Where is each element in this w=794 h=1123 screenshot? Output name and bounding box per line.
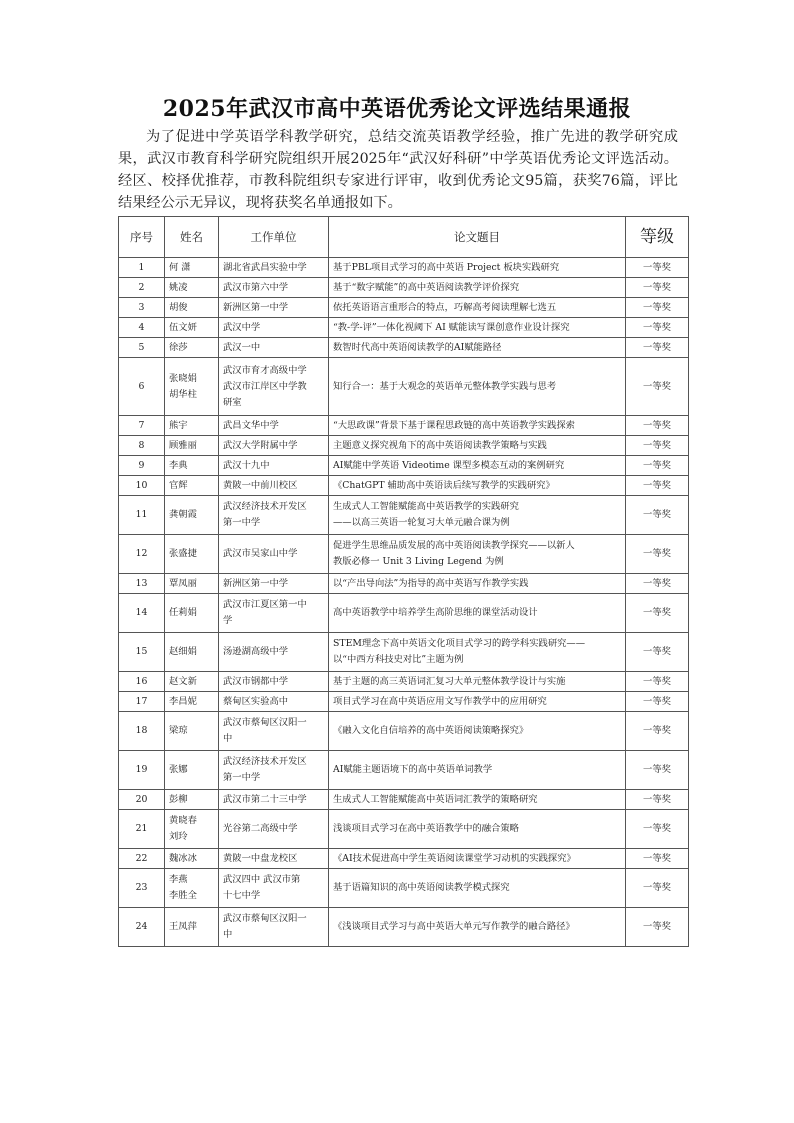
title-line: 教版必修一 Unit 3 Living Legend 为例 — [333, 556, 504, 567]
name-line: 任莉娟 — [169, 607, 197, 618]
title-line: 以“中西方科技史对比”主题为例 — [333, 654, 464, 665]
name-line: 魏冰冰 — [169, 852, 197, 864]
cell-no: 10 — [119, 476, 165, 496]
cell-grade: 一等奖 — [626, 672, 689, 692]
unit-line: 武汉十九中 — [223, 459, 270, 471]
title-line: 基于PBL项目式学习的高中英语 Project 板块实践研究 — [333, 261, 560, 273]
cell-grade: 一等奖 — [626, 338, 689, 358]
name-line: 王凤萍 — [169, 921, 197, 932]
cell-unit — [219, 574, 329, 594]
cell-no: 18 — [119, 712, 165, 751]
header-name: 姓名 — [165, 217, 219, 258]
table-row — [119, 672, 689, 692]
unit-line: 武汉市江岸区中学教 — [223, 380, 307, 392]
cell-unit — [219, 692, 329, 712]
name-line: 何 潇 — [169, 261, 191, 273]
cell-grade: 一等奖 — [626, 318, 689, 338]
cell-grade: 一等奖 — [626, 476, 689, 496]
cell-no: 24 — [119, 908, 165, 947]
cell-grade: 一等奖 — [626, 790, 689, 810]
unit-line: 中 — [223, 929, 233, 940]
cell-no: 9 — [119, 456, 165, 476]
table-row — [119, 535, 689, 574]
title-line: 基于主题的高三英语词汇复习大单元整体教学设计与实施 — [333, 675, 566, 687]
title-line: 《ChatGPT 辅助高中英语读后续写教学的实践研究》 — [333, 479, 555, 491]
name-line: 伍文妍 — [169, 321, 197, 333]
cell-grade: 一等奖 — [626, 456, 689, 476]
table-row — [119, 416, 689, 436]
name-line: 张娜 — [169, 764, 188, 775]
cell-no: 5 — [119, 338, 165, 358]
unit-line: 武汉一中 — [223, 341, 261, 353]
name-line: 李胜全 — [169, 890, 197, 901]
cell-name — [165, 416, 219, 436]
unit-line: 武汉四中 武汉市第 — [223, 874, 301, 885]
cell-title — [329, 692, 626, 712]
unit-line: 第一中学 — [223, 517, 261, 528]
name-line: 顾雅丽 — [169, 439, 197, 451]
unit-line: 武汉经济技术开发区 — [223, 756, 307, 767]
table-row — [119, 318, 689, 338]
cell-unit — [219, 318, 329, 338]
title-line: 依托英语语言重形合的特点，巧解高考阅读理解七选五 — [333, 301, 557, 313]
unit-line: 武汉市第六中学 — [223, 281, 289, 293]
unit-line: 蔡甸区实验高中 — [223, 695, 289, 707]
title-line: 高中英语教学中培养学生高阶思维的课堂活动设计 — [333, 607, 538, 618]
table-row — [119, 258, 689, 278]
table-row — [119, 338, 689, 358]
cell-name — [165, 476, 219, 496]
cell-grade: 一等奖 — [626, 278, 689, 298]
title-line: 以“产出导向法”为指导的高中英语写作教学实践 — [333, 577, 529, 589]
cell-title — [329, 318, 626, 338]
cell-title — [329, 496, 626, 535]
cell-unit — [219, 476, 329, 496]
name-line: 官辉 — [169, 479, 188, 491]
cell-unit — [219, 456, 329, 476]
cell-grade: 一等奖 — [626, 574, 689, 594]
cell-unit — [219, 594, 329, 633]
header-unit: 工作单位 — [219, 217, 329, 258]
title-line: 基于语篇知识的高中英语阅读教学模式探究 — [333, 882, 510, 893]
cell-unit — [219, 869, 329, 908]
title-line: 浅谈项目式学习在高中英语教学中的融合策略 — [333, 823, 519, 834]
cell-title — [329, 436, 626, 456]
unit-line: 武汉市育才高级中学 — [223, 364, 307, 376]
cell-unit — [219, 908, 329, 947]
unit-line: 研室 — [223, 396, 242, 408]
cell-no: 6 — [119, 358, 165, 416]
unit-line: 武汉市钢都中学 — [223, 675, 289, 687]
name-line: 梁琼 — [169, 725, 188, 736]
cell-unit — [219, 258, 329, 278]
name-line: 张晓娟 — [169, 372, 197, 384]
title-line: 基于“数字赋能”的高中英语阅读教学评价探究 — [333, 281, 520, 293]
cell-title — [329, 751, 626, 790]
cell-title — [329, 869, 626, 908]
name-line: 赵文新 — [169, 675, 197, 687]
unit-line: 武汉市江夏区第一中 — [223, 599, 307, 610]
cell-grade: 一等奖 — [626, 258, 689, 278]
cell-grade: 一等奖 — [626, 810, 689, 849]
name-line: 姚凌 — [169, 281, 188, 293]
cell-title — [329, 338, 626, 358]
name-line: 覃凤丽 — [169, 577, 197, 589]
unit-line: 武汉市第二十三中学 — [223, 793, 307, 805]
table-row — [119, 790, 689, 810]
cell-grade: 一等奖 — [626, 692, 689, 712]
cell-name — [165, 358, 219, 416]
table-header-row — [119, 217, 689, 258]
table-row — [119, 574, 689, 594]
title-line: AI赋能中学英语 Videotime 课型多模态互动的案例研究 — [333, 459, 565, 471]
header-grade: 等级 — [626, 217, 689, 258]
cell-name — [165, 456, 219, 476]
cell-title — [329, 416, 626, 436]
unit-line: 武汉市蔡甸区汉阳一 — [223, 913, 307, 924]
cell-unit — [219, 712, 329, 751]
header-title: 论文题目 — [329, 217, 626, 258]
cell-unit — [219, 535, 329, 574]
name-line: 龚朝霞 — [169, 509, 197, 520]
cell-grade: 一等奖 — [626, 594, 689, 633]
cell-grade: 一等奖 — [626, 416, 689, 436]
unit-line: 黄陂一中盘龙校区 — [223, 852, 298, 864]
cell-title — [329, 535, 626, 574]
cell-no: 2 — [119, 278, 165, 298]
title-line: AI赋能主题语境下的高中英语单词教学 — [333, 764, 493, 775]
title-line: 生成式人工智能赋能高中英语教学的实践研究 — [333, 501, 519, 512]
cell-unit — [219, 633, 329, 672]
name-line: 张盛捷 — [169, 548, 197, 559]
header-no: 序号 — [119, 217, 165, 258]
cell-title — [329, 790, 626, 810]
cell-name — [165, 278, 219, 298]
cell-grade: 一等奖 — [626, 633, 689, 672]
title-line: 《融入文化自信培养的高中英语阅读策略探究》 — [333, 725, 529, 736]
cell-no: 8 — [119, 436, 165, 456]
table-row — [119, 476, 689, 496]
cell-title — [329, 672, 626, 692]
unit-line: 黄陂一中前川校区 — [223, 479, 298, 491]
cell-no: 12 — [119, 535, 165, 574]
cell-no: 17 — [119, 692, 165, 712]
cell-no: 16 — [119, 672, 165, 692]
cell-grade: 一等奖 — [626, 751, 689, 790]
cell-name — [165, 908, 219, 947]
cell-name — [165, 594, 219, 633]
cell-grade: 一等奖 — [626, 496, 689, 535]
cell-title — [329, 258, 626, 278]
cell-title — [329, 908, 626, 947]
title-line: 促进学生思维品质发展的高中英语阅读教学探究——以新人 — [333, 540, 575, 551]
table-row — [119, 456, 689, 476]
table-row — [119, 633, 689, 672]
title-line: 《浅谈项目式学习与高中英语大单元写作教学的融合路径》 — [333, 921, 575, 932]
name-line: 徐莎 — [169, 341, 188, 353]
title-line: 生成式人工智能赋能高中英语词汇教学的策略研究 — [333, 793, 538, 805]
cell-unit — [219, 298, 329, 318]
name-line: 李典 — [169, 459, 188, 471]
cell-name — [165, 712, 219, 751]
cell-no: 23 — [119, 869, 165, 908]
name-line: 胡华柱 — [169, 388, 197, 400]
cell-unit — [219, 849, 329, 869]
name-line: 刘玲 — [169, 831, 188, 842]
name-line: 赵细娟 — [169, 646, 197, 657]
title-line: 《AI技术促进高中学生英语阅读课堂学习动机的实践探究》 — [333, 852, 576, 864]
table-row — [119, 496, 689, 535]
cell-name — [165, 692, 219, 712]
table-row — [119, 849, 689, 869]
table-row — [119, 751, 689, 790]
cell-grade: 一等奖 — [626, 849, 689, 869]
unit-line: 武昌文华中学 — [223, 419, 279, 431]
title-line: ——以高三英语一轮复习大单元融合课为例 — [333, 517, 510, 528]
cell-title — [329, 278, 626, 298]
title-line: 数智时代高中英语阅读教学的AI赋能路径 — [333, 341, 502, 353]
table-row — [119, 692, 689, 712]
cell-unit — [219, 338, 329, 358]
cell-no: 3 — [119, 298, 165, 318]
cell-grade: 一等奖 — [626, 535, 689, 574]
cell-no: 11 — [119, 496, 165, 535]
name-line: 李昌妮 — [169, 695, 197, 707]
cell-name — [165, 810, 219, 849]
table-row — [119, 278, 689, 298]
cell-no: 1 — [119, 258, 165, 278]
document-title: 2025年武汉市高中英语优秀论文评选结果通报 — [162, 96, 632, 122]
cell-no: 20 — [119, 790, 165, 810]
title-line: STEM理念下高中英语文化项目式学习的跨学科实践研究—— — [333, 638, 586, 649]
cell-grade: 一等奖 — [626, 436, 689, 456]
cell-title — [329, 456, 626, 476]
cell-grade: 一等奖 — [626, 712, 689, 751]
cell-unit — [219, 751, 329, 790]
cell-name — [165, 436, 219, 456]
table-row — [119, 436, 689, 456]
unit-line: 武汉经济技术开发区 — [223, 501, 307, 512]
cell-name — [165, 751, 219, 790]
cell-name — [165, 869, 219, 908]
title-line: “教-学-评”一体化视阈下 AI 赋能读写课创意作业设计探究 — [333, 321, 570, 333]
unit-line: 武汉市吴家山中学 — [223, 548, 298, 559]
cell-unit — [219, 436, 329, 456]
cell-unit — [219, 358, 329, 416]
cell-name — [165, 318, 219, 338]
title-line: 主题意义探究视角下的高中英语阅读教学策略与实践 — [333, 439, 547, 451]
name-line: 李燕 — [169, 874, 188, 885]
cell-title — [329, 476, 626, 496]
cell-unit — [219, 278, 329, 298]
unit-line: 湖北省武昌实验中学 — [223, 261, 307, 273]
unit-line: 光谷第二高级中学 — [223, 823, 298, 834]
cell-title — [329, 633, 626, 672]
unit-line: 新洲区第一中学 — [223, 301, 289, 313]
cell-no: 19 — [119, 751, 165, 790]
cell-title — [329, 298, 626, 318]
cell-grade: 一等奖 — [626, 869, 689, 908]
intro-paragraph: 为了促进中学英语学科教学研究，总结交流英语教学经验，推广先进的教学研究成果，武汉市教育科学研究院组织开展2025年“武汉好科研”中学英语优秀论文评选活动。经区、校择优推荐，市教科院组织专家进行评审，收到优秀论文95篇，获奖76篇，评比结果经公示无异议，现将获奖名单通报如下。 — [118, 129, 678, 211]
cell-grade: 一等奖 — [626, 298, 689, 318]
unit-line: 十七中学 — [223, 890, 261, 901]
cell-name — [165, 535, 219, 574]
cell-name — [165, 258, 219, 278]
unit-line: 第一中学 — [223, 772, 261, 783]
cell-no: 4 — [119, 318, 165, 338]
cell-title — [329, 358, 626, 416]
unit-line: 学 — [223, 615, 233, 626]
name-line: 黄晓春 — [169, 815, 197, 826]
unit-line: 新洲区第一中学 — [223, 577, 289, 589]
cell-grade: 一等奖 — [626, 908, 689, 947]
award-table — [118, 216, 689, 947]
cell-name — [165, 574, 219, 594]
table-row — [119, 298, 689, 318]
cell-unit — [219, 810, 329, 849]
cell-no: 22 — [119, 849, 165, 869]
unit-line: 武汉市蔡甸区汉阳一 — [223, 717, 307, 728]
unit-line: 武汉中学 — [223, 321, 261, 333]
cell-name — [165, 338, 219, 358]
title-line: “大思政课”背景下基于课程思政链的高中英语教学实践探索 — [333, 419, 575, 431]
table-row — [119, 358, 689, 416]
cell-no: 14 — [119, 594, 165, 633]
cell-name — [165, 633, 219, 672]
table-body — [119, 258, 689, 947]
cell-grade: 一等奖 — [626, 358, 689, 416]
cell-title — [329, 574, 626, 594]
name-line: 胡俊 — [169, 301, 188, 313]
unit-line: 中 — [223, 733, 233, 744]
cell-no: 13 — [119, 574, 165, 594]
name-line: 熊宇 — [169, 419, 188, 431]
name-line: 彭柳 — [169, 793, 188, 805]
cell-no: 15 — [119, 633, 165, 672]
cell-title — [329, 810, 626, 849]
cell-name — [165, 298, 219, 318]
title-line: 项目式学习在高中英语应用文写作教学中的应用研究 — [333, 695, 547, 707]
cell-title — [329, 712, 626, 751]
table-row — [119, 594, 689, 633]
cell-title — [329, 849, 626, 869]
cell-name — [165, 496, 219, 535]
cell-unit — [219, 672, 329, 692]
table-row — [119, 908, 689, 947]
cell-unit — [219, 416, 329, 436]
cell-title — [329, 594, 626, 633]
cell-name — [165, 849, 219, 869]
cell-unit — [219, 496, 329, 535]
cell-name — [165, 790, 219, 810]
unit-line: 武汉大学附属中学 — [223, 439, 298, 451]
cell-no: 7 — [119, 416, 165, 436]
unit-line: 汤逊湖高级中学 — [223, 646, 289, 657]
table-row — [119, 869, 689, 908]
cell-no: 21 — [119, 810, 165, 849]
cell-name — [165, 672, 219, 692]
cell-unit — [219, 790, 329, 810]
table-row — [119, 810, 689, 849]
title-line: 知行合一：基于大观念的英语单元整体教学实践与思考 — [333, 380, 557, 392]
table-row — [119, 712, 689, 751]
